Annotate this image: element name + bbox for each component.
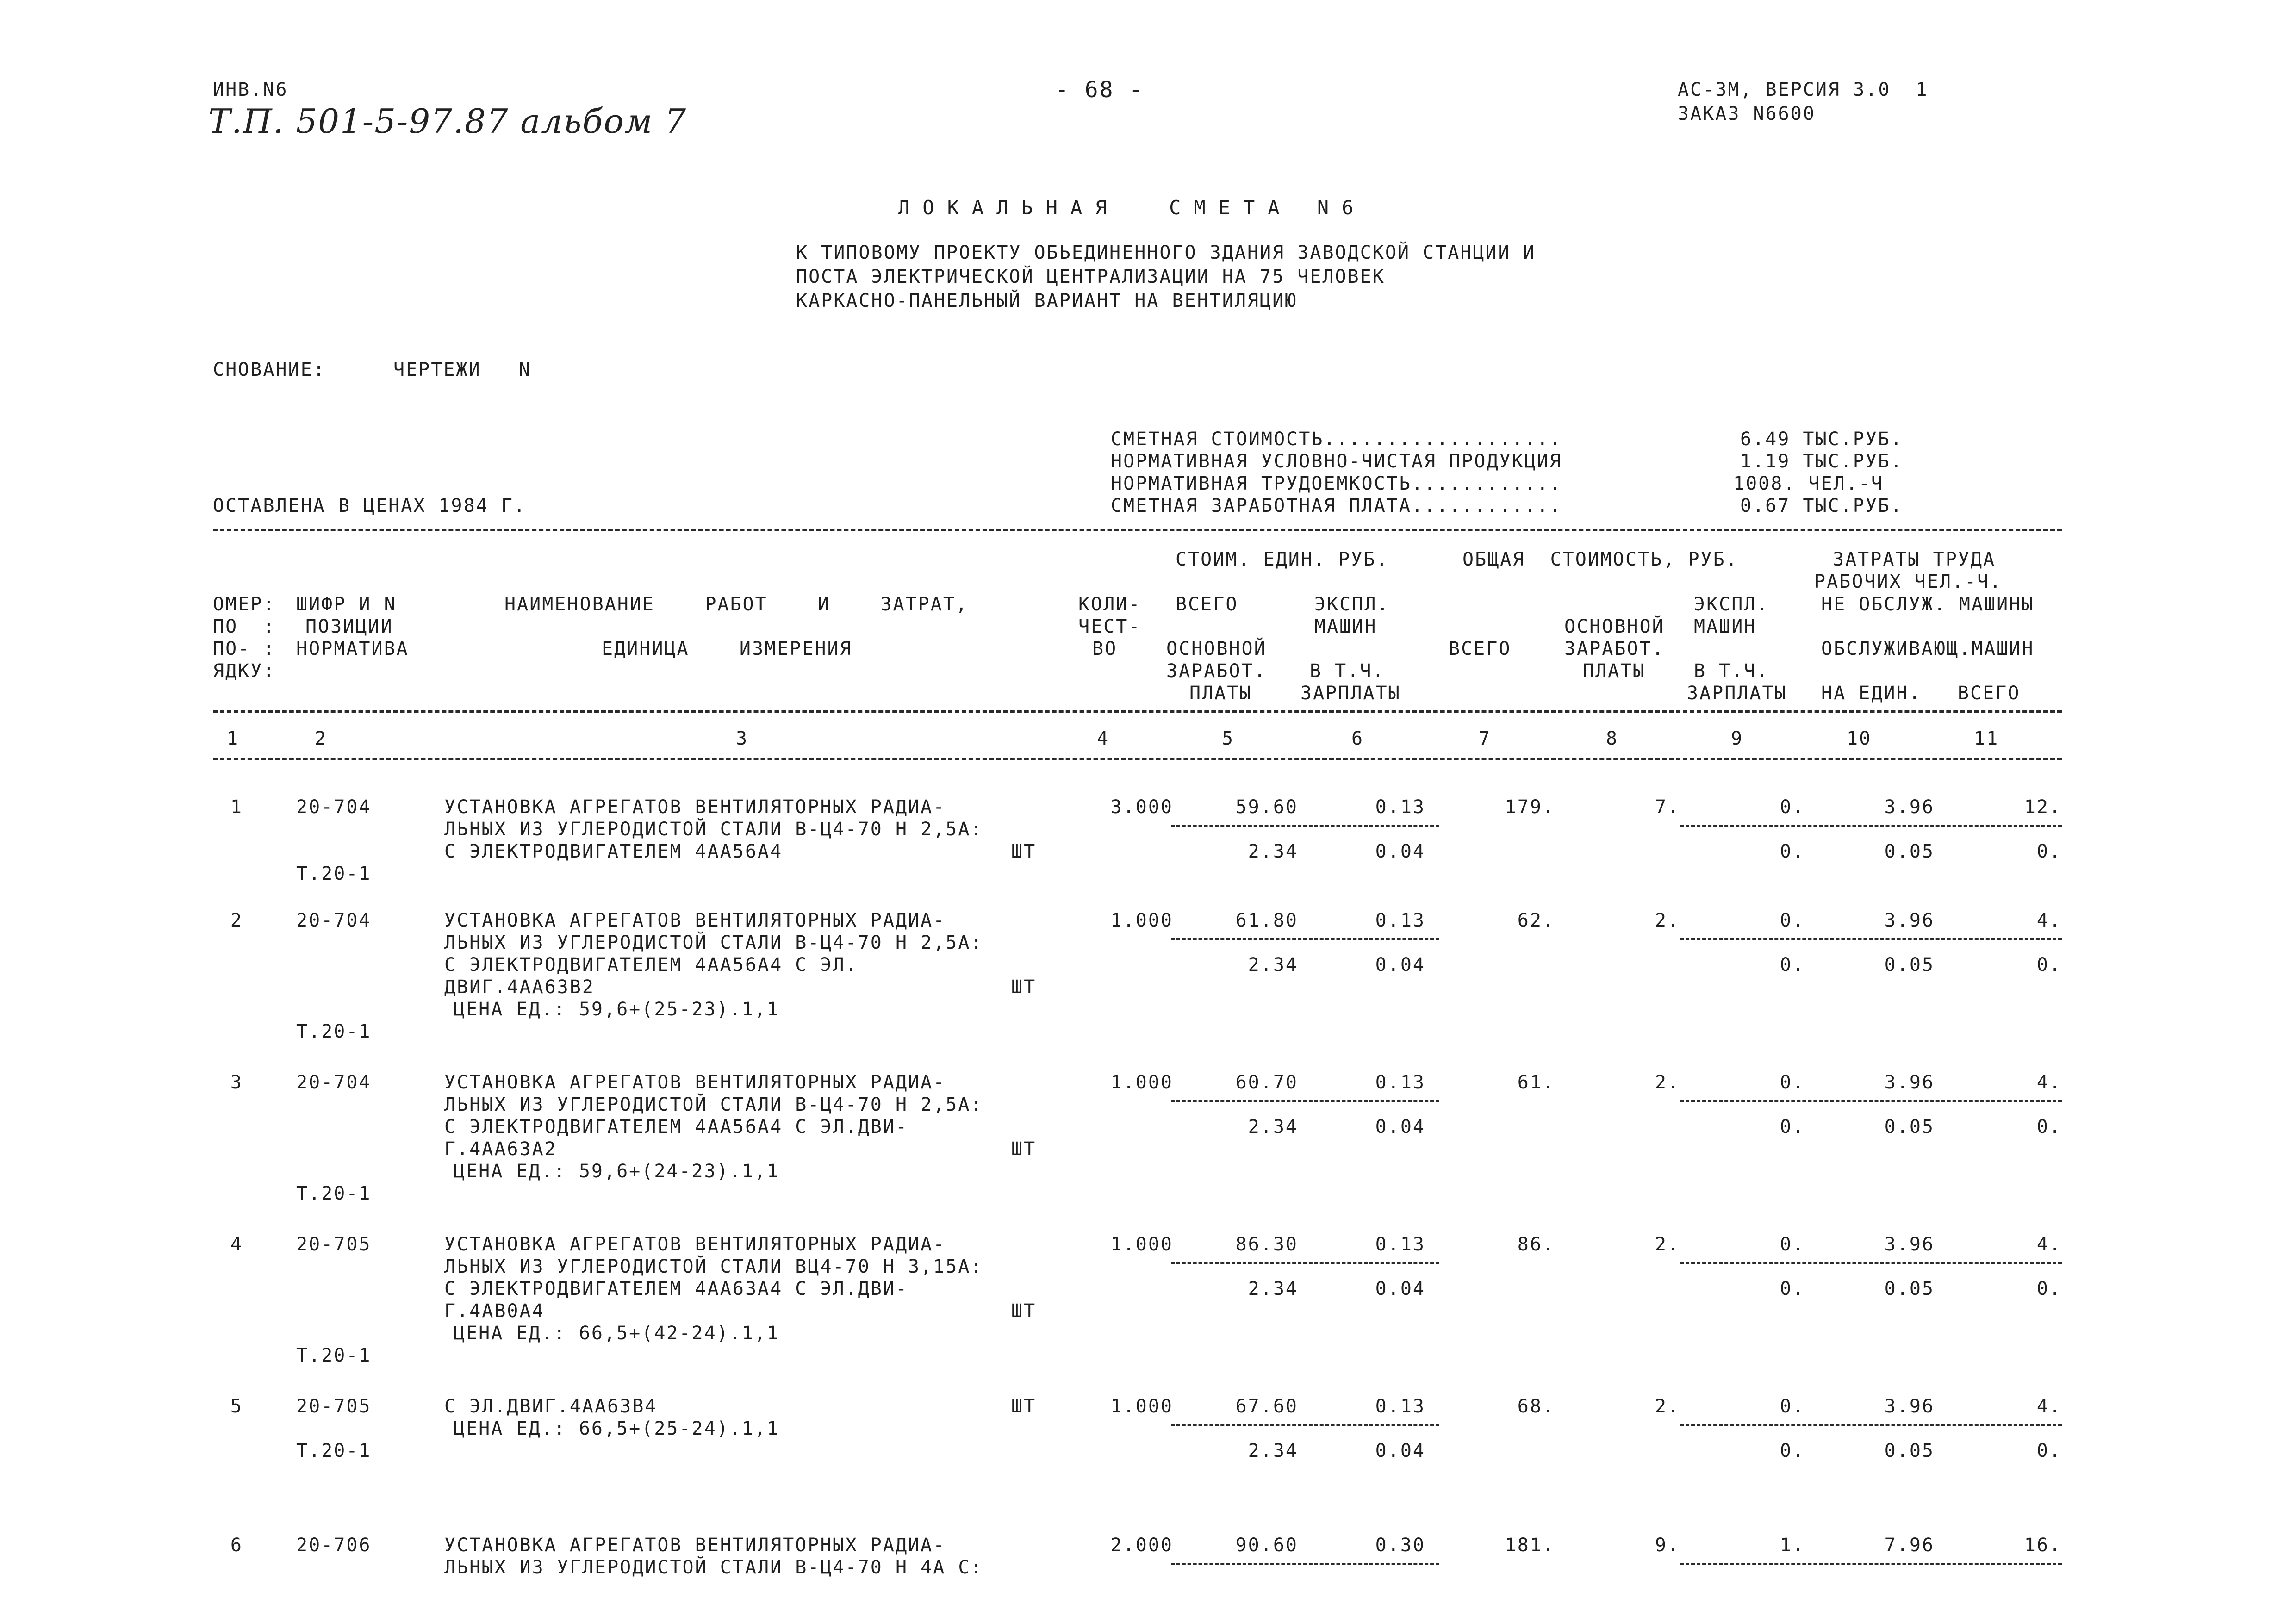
header-col4-line: ЧЕСТ-: [1078, 616, 1141, 637]
header-col2-line: НОРМАТИВА: [296, 638, 409, 659]
row-labor-unit: 3.96: [1884, 910, 1935, 931]
row-unit-machine: 0.13: [1375, 1072, 1425, 1093]
row-machine-total: 0.: [1780, 1396, 1805, 1417]
row-name-line: УСТАНОВКА АГРЕГАТОВ ВЕНТИЛЯТОРНЫХ РАДИА-: [444, 1072, 946, 1093]
row-quantity: 2.000: [1110, 1535, 1173, 1556]
row-name-line: ДВИГ.4АА63В2: [444, 976, 595, 998]
row-unit-total: 60.70: [1235, 1072, 1298, 1093]
order-number: ЗАКАЗ N6600: [1678, 103, 1816, 124]
program-version: АС-3М, ВЕРСИЯ 3.0 1: [1678, 79, 1929, 100]
row-name-line: С ЭЛЕКТРОДВИГАТЕЛЕМ 4АА63А4 С ЭЛ.ДВИ-: [444, 1278, 908, 1300]
row-unit-total: 59.60: [1235, 796, 1298, 818]
subtitle-line-3: КАРКАСНО-ПАНЕЛЬНЫЙ ВАРИАНТ НА ВЕНТИЛЯЦИЮ: [796, 290, 1298, 311]
column-number: 4: [1097, 728, 1110, 749]
subtitle-line-1: К ТИПОВОМУ ПРОЕКТУ ОБЬЕДИНЕННОГО ЗДАНИЯ ЗАВОДСКОЙ СТАНЦИИ И: [796, 242, 1536, 263]
header-col1-line: ОМЕР:: [213, 594, 276, 615]
row-unit-machine: 0.13: [1375, 1234, 1425, 1255]
row-quantity: 1.000: [1110, 1396, 1173, 1417]
body-rule: [213, 758, 2062, 760]
row-machine-total: 0.: [1780, 1234, 1805, 1255]
table-top-rule: [213, 529, 2062, 531]
summary-value: 1.19 ТЫС.РУБ.: [1740, 451, 1904, 472]
row-reference: Т.20-1: [296, 1021, 372, 1042]
row-total: 181.: [1505, 1535, 1555, 1556]
row-price-note: ЦЕНА ЕД.: 59,6+(25-23).1,1: [454, 999, 780, 1020]
row-unit: ШТ: [1011, 1396, 1037, 1417]
column-number: 6: [1351, 728, 1364, 749]
row-price-note: ЦЕНА ЕД.: 66,5+(42-24).1,1: [454, 1323, 780, 1344]
column-number: 8: [1606, 728, 1619, 749]
row-name-line: УСТАНОВКА АГРЕГАТОВ ВЕНТИЛЯТОРНЫХ РАДИА-: [444, 910, 946, 931]
row-name-line: С ЭЛЕКТРОДВИГАТЕЛЕМ 4АА56А4 С ЭЛ.: [444, 954, 858, 976]
cost-sub-rule: [1171, 938, 1439, 940]
prices-year: ОСТАВЛЕНА В ЦЕНАХ 1984 Г.: [213, 495, 527, 516]
header-labor: ВСЕГО: [1958, 683, 2021, 704]
row-machine-total: 1.: [1780, 1535, 1805, 1556]
row-number: 1: [230, 796, 243, 818]
row-quantity: 1.000: [1110, 1234, 1173, 1255]
header-unit-cost-sub: ВСЕГО: [1176, 594, 1238, 615]
document-title: ЛОКАЛЬНАЯ СМЕТА N6: [898, 196, 1367, 219]
row-reference: Т.20-1: [296, 1183, 372, 1204]
row-code: 20-704: [296, 910, 372, 931]
row-name-line: ЛЬНЫХ ИЗ УГЛЕРОДИСТОЙ СТАЛИ В-Ц4-70 Н 2,5А:: [444, 932, 983, 953]
cost-sub-rule: [1680, 1424, 2062, 1426]
cost-sub-rule: [1171, 1424, 1439, 1426]
row-name-line: Г.4АВ0А4: [444, 1300, 545, 1322]
basis-label: СНОВАНИЕ:: [213, 359, 326, 380]
row-wage-total: 2.: [1655, 1072, 1680, 1093]
row-unit-machine-wage: 0.04: [1375, 841, 1425, 862]
page-number: - 68 -: [1055, 77, 1144, 103]
row-name-line: ЛЬНЫХ ИЗ УГЛЕРОДИСТОЙ СТАЛИ В-Ц4-70 Н 2,5А:: [444, 1094, 983, 1115]
header-unit-cost-sub: ПЛАТЫ: [1189, 683, 1252, 704]
header-col1-line: ПО- :: [213, 638, 276, 659]
row-labor-machine-unit: 0.05: [1884, 1278, 1935, 1300]
summary-label: СМЕТНАЯ СТОИМОСТЬ...................: [1111, 429, 1562, 450]
row-unit-total: 86.30: [1235, 1234, 1298, 1255]
row-price-note: ЦЕНА ЕД.: 66,5+(25-24).1,1: [454, 1418, 780, 1439]
row-number: 6: [230, 1535, 243, 1556]
summary-value: 1008. ЧЕЛ.-Ч: [1733, 473, 1884, 494]
basis-value: ЧЕРТЕЖИ N: [393, 359, 531, 380]
row-name-line: ЛЬНЫХ ИЗ УГЛЕРОДИСТОЙ СТАЛИ В-Ц4-70 Н 4А С:: [444, 1557, 983, 1578]
row-labor-unit: 3.96: [1884, 1234, 1935, 1255]
row-price-note: ЦЕНА ЕД.: 59,6+(24-23).1,1: [454, 1161, 780, 1182]
cost-sub-rule: [1680, 825, 2062, 827]
header-col4-line: ВО: [1092, 638, 1118, 659]
row-unit-wage: 2.34: [1248, 841, 1298, 862]
row-total: 68.: [1517, 1396, 1555, 1417]
row-machine-wage-total: 0.: [1780, 954, 1805, 976]
subtitle-line-2: ПОСТА ЭЛЕКТРИЧЕСКОЙ ЦЕНТРАЛИЗАЦИИ НА 75 ЧЕЛОВЕК: [796, 266, 1385, 287]
header-labor: ОБСЛУЖИВАЮЩ.МАШИН: [1821, 638, 2035, 659]
cost-sub-rule: [1171, 1262, 1439, 1264]
row-quantity: 1.000: [1110, 910, 1173, 931]
row-wage-total: 2.: [1655, 910, 1680, 931]
row-machine-wage-total: 0.: [1780, 1440, 1805, 1461]
header-total-cost: ОБЩАЯ СТОИМОСТЬ, РУБ.: [1462, 549, 1738, 570]
row-unit-wage: 2.34: [1248, 1116, 1298, 1138]
header-total-cost-sub: В Т.Ч.: [1694, 660, 1769, 682]
row-quantity: 1.000: [1110, 1072, 1173, 1093]
header-total-cost-sub: МАШИН: [1694, 616, 1757, 637]
row-code: 20-705: [296, 1234, 372, 1255]
row-unit: ШТ: [1011, 976, 1037, 998]
row-name-line: УСТАНОВКА АГРЕГАТОВ ВЕНТИЛЯТОРНЫХ РАДИА-: [444, 1535, 946, 1556]
cost-sub-rule: [1680, 1563, 2062, 1565]
row-total: 61.: [1517, 1072, 1555, 1093]
summary-label: НОРМАТИВНАЯ УСЛОВНО-ЧИСТАЯ ПРОДУКЦИЯ: [1111, 451, 1562, 472]
header-col2-line: ШИФР И N: [296, 594, 397, 615]
row-labor-total: 16.: [2024, 1535, 2062, 1556]
row-reference: Т.20-1: [296, 1440, 372, 1461]
row-number: 4: [230, 1234, 243, 1255]
column-number: 11: [1974, 728, 1999, 749]
column-number: 9: [1731, 728, 1744, 749]
header-unit-cost-sub: ЗАРПЛАТЫ: [1300, 683, 1401, 704]
row-labor-unit: 3.96: [1884, 1072, 1935, 1093]
header-total-cost-sub: ЭКСПЛ.: [1694, 594, 1769, 615]
row-number: 5: [230, 1396, 243, 1417]
row-unit-machine: 0.30: [1375, 1535, 1425, 1556]
cost-sub-rule: [1171, 1100, 1439, 1102]
row-name-line: С ЭЛЕКТРОДВИГАТЕЛЕМ 4АА56А4: [444, 841, 783, 862]
row-total: 86.: [1517, 1234, 1555, 1255]
column-number: 10: [1847, 728, 1872, 749]
row-unit-machine-wage: 0.04: [1375, 1278, 1425, 1300]
row-reference: Т.20-1: [296, 1345, 372, 1366]
row-labor-total: 4.: [2036, 1396, 2062, 1417]
row-labor-total: 12.: [2024, 796, 2062, 818]
header-total-cost-sub: ПЛАТЫ: [1583, 660, 1646, 682]
row-unit-machine: 0.13: [1375, 910, 1425, 931]
row-unit-machine: 0.13: [1375, 1396, 1425, 1417]
row-unit-total: 61.80: [1235, 910, 1298, 931]
row-unit: ШТ: [1011, 1300, 1037, 1322]
row-unit-total: 90.60: [1235, 1535, 1298, 1556]
header-col2-line: ПОЗИЦИИ: [305, 616, 393, 637]
cost-sub-rule: [1680, 1262, 2062, 1264]
row-labor-unit: 3.96: [1884, 1396, 1935, 1417]
row-labor-unit: 7.96: [1884, 1535, 1935, 1556]
row-machine-total: 0.: [1780, 796, 1805, 818]
column-number: 1: [227, 728, 240, 749]
header-col1-line: ЯДКУ:: [213, 660, 276, 682]
row-total: 62.: [1517, 910, 1555, 931]
row-labor-unit: 3.96: [1884, 796, 1935, 818]
row-labor-machine-unit: 0.05: [1884, 1116, 1935, 1138]
row-unit: ШТ: [1011, 841, 1037, 862]
header-col4-line: КОЛИ-: [1078, 594, 1141, 615]
header-rule: [213, 710, 2062, 713]
row-total: 179.: [1505, 796, 1555, 818]
row-code: 20-704: [296, 1072, 372, 1093]
row-code: 20-706: [296, 1535, 372, 1556]
row-wage-total: 7.: [1655, 796, 1680, 818]
row-name-line: ЛЬНЫХ ИЗ УГЛЕРОДИСТОЙ СТАЛИ ВЦ4-70 Н 3,15А:: [444, 1256, 983, 1277]
header-unit-cost-sub: ЗАРАБОТ.: [1166, 660, 1267, 682]
handwritten-album-note: Т.П. 501-5-97.87 альбом 7: [208, 102, 687, 141]
cost-sub-rule: [1680, 1100, 2062, 1102]
inventory-number: ИНВ.N6: [213, 79, 288, 100]
row-unit-total: 67.60: [1235, 1396, 1298, 1417]
header-labor: РАБОЧИХ ЧЕЛ.-Ч.: [1814, 571, 2003, 592]
header-labor: ЗАТРАТЫ ТРУДА: [1833, 549, 1996, 570]
header-col3-line: НАИМЕНОВАНИЕ РАБОТ И ЗАТРАТ,: [504, 594, 969, 615]
row-unit-wage: 2.34: [1248, 1440, 1298, 1461]
row-machine-wage-total: 0.: [1780, 1116, 1805, 1138]
row-name-line: С ЭЛ.ДВИГ.4АА63В4: [444, 1396, 658, 1417]
row-code: 20-704: [296, 796, 372, 818]
column-number: 5: [1222, 728, 1235, 749]
row-labor-machine-total: 0.: [2036, 1278, 2062, 1300]
row-labor-machine-total: 0.: [2036, 954, 2062, 976]
cost-sub-rule: [1680, 938, 2062, 940]
header-total-cost-sub: ЗАРАБОТ.: [1564, 638, 1665, 659]
row-name-line: ЛЬНЫХ ИЗ УГЛЕРОДИСТОЙ СТАЛИ В-Ц4-70 Н 2,5А:: [444, 819, 983, 840]
summary-value: 0.67 ТЫС.РУБ.: [1740, 495, 1904, 516]
header-labor: НА ЕДИН.: [1821, 683, 1922, 704]
row-labor-machine-unit: 0.05: [1884, 1440, 1935, 1461]
row-name-line: УСТАНОВКА АГРЕГАТОВ ВЕНТИЛЯТОРНЫХ РАДИА-: [444, 1234, 946, 1255]
row-machine-wage-total: 0.: [1780, 841, 1805, 862]
row-unit-wage: 2.34: [1248, 1278, 1298, 1300]
row-labor-machine-total: 0.: [2036, 1116, 2062, 1138]
row-machine-wage-total: 0.: [1780, 1278, 1805, 1300]
header-col1-line: ПО :: [213, 616, 276, 637]
header-unit-cost-sub: МАШИН: [1314, 616, 1377, 637]
column-number: 7: [1479, 728, 1492, 749]
header-unit-cost-sub: В Т.Ч.: [1310, 660, 1385, 682]
row-name-line: Г.4АА63А2: [444, 1138, 557, 1160]
row-labor-machine-total: 0.: [2036, 1440, 2062, 1461]
row-unit-machine-wage: 0.04: [1375, 954, 1425, 976]
row-labor-total: 4.: [2036, 1072, 2062, 1093]
header-col3-line: ЕДИНИЦА ИЗМЕРЕНИЯ: [602, 638, 852, 659]
row-name-line: УСТАНОВКА АГРЕГАТОВ ВЕНТИЛЯТОРНЫХ РАДИА-: [444, 796, 946, 818]
summary-value: 6.49 ТЫС.РУБ.: [1740, 429, 1904, 450]
row-wage-total: 2.: [1655, 1396, 1680, 1417]
cost-sub-rule: [1171, 1563, 1439, 1565]
summary-label: СМЕТНАЯ ЗАРАБОТНАЯ ПЛАТА............: [1111, 495, 1562, 516]
row-unit: ШТ: [1011, 1138, 1037, 1160]
row-wage-total: 2.: [1655, 1234, 1680, 1255]
row-labor-total: 4.: [2036, 1234, 2062, 1255]
row-machine-total: 0.: [1780, 1072, 1805, 1093]
row-number: 2: [230, 910, 243, 931]
row-labor-total: 4.: [2036, 910, 2062, 931]
header-total-cost-sub: ВСЕГО: [1449, 638, 1512, 659]
row-code: 20-705: [296, 1396, 372, 1417]
row-labor-machine-unit: 0.05: [1884, 841, 1935, 862]
row-unit-machine-wage: 0.04: [1375, 1116, 1425, 1138]
row-reference: Т.20-1: [296, 863, 372, 884]
row-labor-machine-unit: 0.05: [1884, 954, 1935, 976]
header-total-cost-sub: ЗАРПЛАТЫ: [1687, 683, 1787, 704]
header-unit-cost: СТОИМ. ЕДИН. РУБ.: [1176, 549, 1389, 570]
cost-sub-rule: [1171, 825, 1439, 827]
header-total-cost-sub: ОСНОВНОЙ: [1564, 616, 1665, 637]
row-wage-total: 9.: [1655, 1535, 1680, 1556]
row-unit-machine: 0.13: [1375, 796, 1425, 818]
row-name-line: С ЭЛЕКТРОДВИГАТЕЛЕМ 4АА56А4 С ЭЛ.ДВИ-: [444, 1116, 908, 1138]
row-number: 3: [230, 1072, 243, 1093]
column-number: 2: [315, 728, 328, 749]
header-unit-cost-sub: ЭКСПЛ.: [1314, 594, 1390, 615]
summary-label: НОРМАТИВНАЯ ТРУДОЕМКОСТЬ............: [1111, 473, 1562, 494]
row-unit-machine-wage: 0.04: [1375, 1440, 1425, 1461]
header-unit-cost-sub: ОСНОВНОЙ: [1166, 638, 1267, 659]
header-labor: НЕ ОБСЛУЖ. МАШИНЫ: [1821, 594, 2035, 615]
column-number: 3: [736, 728, 749, 749]
row-quantity: 3.000: [1110, 796, 1173, 818]
row-labor-machine-total: 0.: [2036, 841, 2062, 862]
row-machine-total: 0.: [1780, 910, 1805, 931]
row-unit-wage: 2.34: [1248, 954, 1298, 976]
